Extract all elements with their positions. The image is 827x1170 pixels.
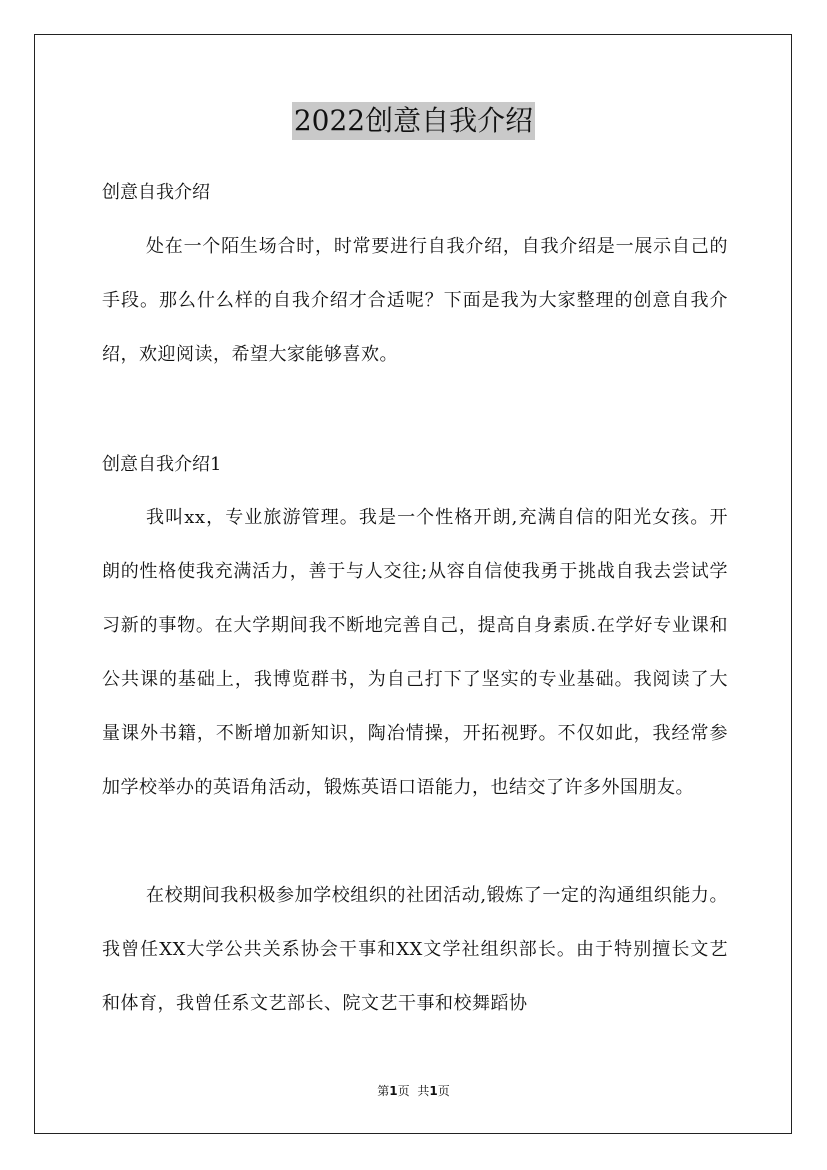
- document-title: 2022创意自我介绍: [292, 102, 535, 140]
- document-subtitle: 创意自我介绍: [102, 182, 210, 203]
- page-suffix: 页: [397, 1084, 410, 1098]
- total-suffix: 页: [437, 1084, 450, 1098]
- intro-paragraph: 处在一个陌生场合时，时常要进行自我介绍，自我介绍是一展示自己的手段。那么什么样的自我介绍才合适呢？下面是我为大家整理的创意自我介绍，欢迎阅读，希望大家能够喜欢。: [102, 236, 728, 365]
- section-1-paragraph-2: 在校期间我积极参加学校组织的社团活动,锻炼了一定的沟通组织能力。我曾任XX大学公共关系协会干事和XX文学社组织部长。由于特别擅长文艺和体育，我曾任系文艺部长、院文艺干事和校舞蹈协: [102, 885, 728, 1014]
- total-prefix: 共: [417, 1084, 430, 1098]
- section-heading-1: 创意自我介绍1: [102, 454, 222, 475]
- page-prefix: 第: [377, 1084, 390, 1098]
- total-pages: 1: [429, 1084, 438, 1098]
- page-number: 1: [389, 1084, 398, 1098]
- title-container: [0, 102, 827, 140]
- page-footer: [0, 1083, 827, 1099]
- section-1-paragraph-1: 我叫xx，专业旅游管理。我是一个性格开朗,充满自信的阳光女孩。开朗的性格使我充满活力，善于与人交往;从容自信使我勇于挑战自我去尝试学习新的事物。在大学期间我不断地完善自己，提高自身素质.在学好专业课和公共课的基础上，我博览群书，为自己打下了坚实的专业基础。我阅读了大量课外书籍，不断增加新知识，陶冶情操，开拓视野。不仅如此，我经常参加学校举办的英语角活动，锻炼英语口语能力，也结交了许多外国朋友。: [102, 507, 728, 798]
